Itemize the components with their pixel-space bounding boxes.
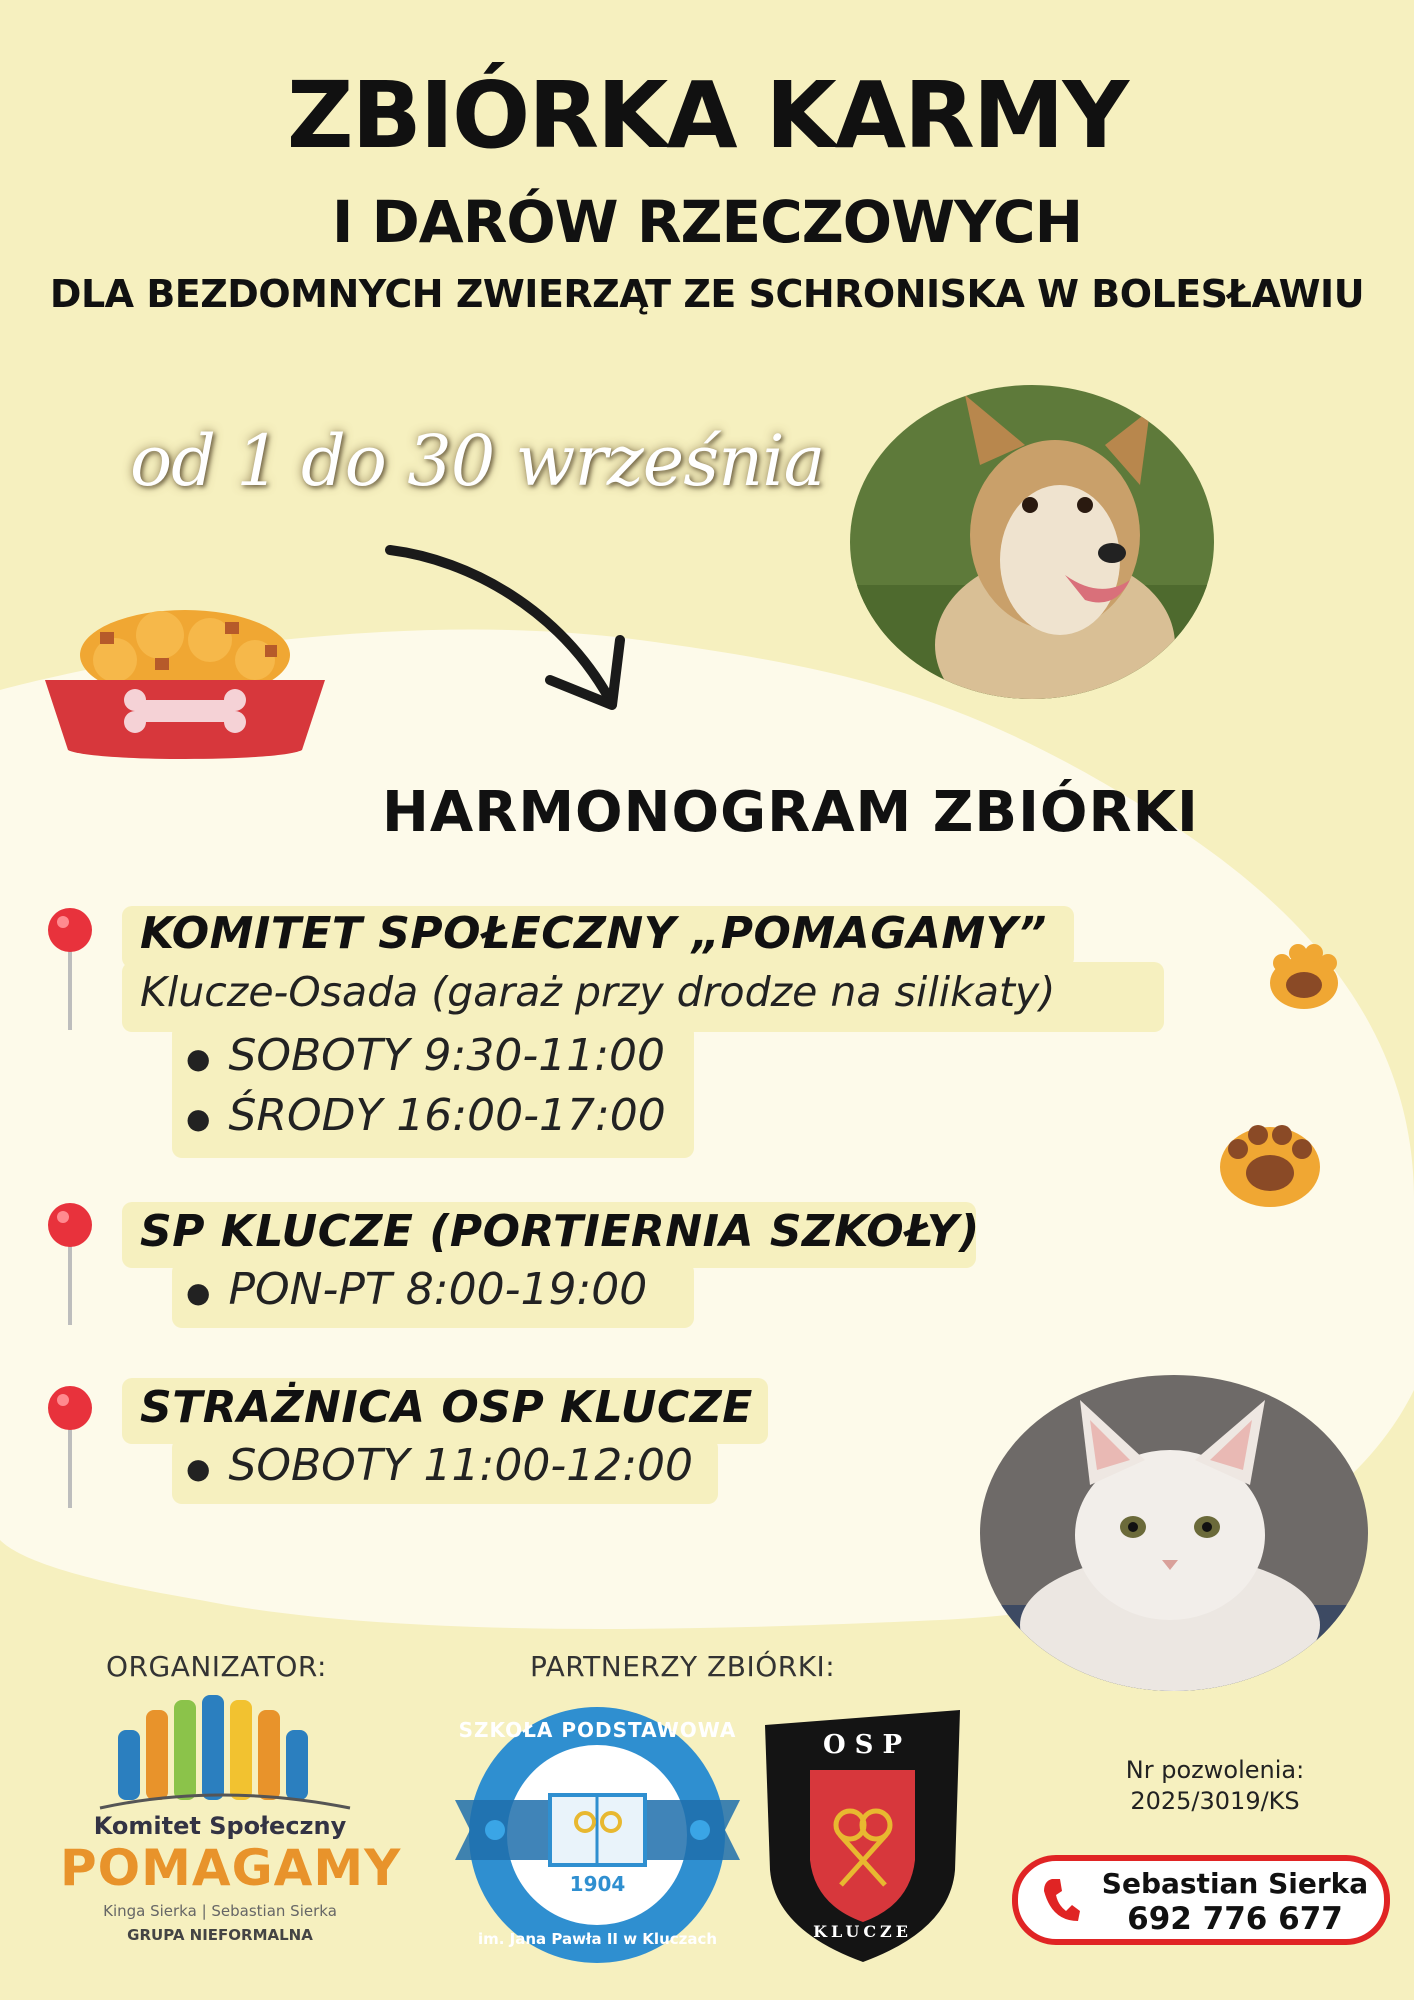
cat-photo bbox=[980, 1375, 1368, 1691]
collection-dates: od 1 do 30 września bbox=[130, 420, 825, 502]
location-name: SP KLUCZE (PORTIERNIA SZKOŁY) bbox=[140, 1206, 980, 1257]
map-pin-icon bbox=[45, 1200, 95, 1330]
time-slot: ● SOBOTY 11:00-12:00 bbox=[186, 1440, 694, 1491]
map-pin-icon bbox=[45, 905, 95, 1035]
time-slot: ● SOBOTY 9:30-11:00 bbox=[186, 1030, 666, 1081]
location-name: KOMITET SPOŁECZNY „POMAGAMY” bbox=[140, 908, 1047, 959]
subtitle: I DARÓW RZECZOWYCH bbox=[331, 188, 1083, 256]
organizer-label: ORGANIZATOR: bbox=[106, 1650, 327, 1683]
location-name: STRAŻNICA OSP KLUCZE bbox=[140, 1382, 753, 1433]
contact-box bbox=[1012, 1855, 1390, 1945]
main-title: ZBIÓRKA KARMY bbox=[286, 62, 1128, 169]
contact-name: Sebastian Sierka bbox=[1101, 1867, 1369, 1900]
tagline: DLA BEZDOMNYCH ZWIERZĄT ZE SCHRONISKA W BOLESŁAWIU bbox=[49, 272, 1365, 316]
hands-icon bbox=[60, 1690, 380, 1810]
dog-photo bbox=[850, 385, 1214, 699]
schedule-heading: HARMONOGRAM ZBIÓRKI bbox=[382, 780, 1199, 845]
partners-label: PARTNERZY ZBIÓRKI: bbox=[530, 1650, 836, 1683]
permit-label: Nr pozwolenia: bbox=[1125, 1756, 1305, 1784]
paw-icon bbox=[1262, 935, 1346, 1011]
osp-logo: O S P KLUCZE bbox=[755, 1700, 970, 1968]
phone-icon bbox=[1040, 1875, 1080, 1925]
organizer-logo: Komitet Społeczny POMAGAMY Kinga Sierka | Sebastian Sierka GRUPA NIEFORMALNA bbox=[60, 1690, 380, 1960]
location-address: Klucze-Osada (garaż przy drodze na silikaty) bbox=[140, 968, 1056, 1016]
time-slot: ● PON-PT 8:00-19:00 bbox=[186, 1264, 648, 1315]
map-pin-icon bbox=[45, 1383, 95, 1513]
arrow-icon bbox=[380, 530, 640, 730]
school-logo: SZKOŁA PODSTAWOWA 1904 im. Jana Pawła II w Kluczach bbox=[455, 1700, 740, 1970]
permit-number: 2025/3019/KS bbox=[1130, 1787, 1300, 1815]
paw-icon bbox=[1212, 1105, 1328, 1211]
time-slot: ● ŚRODY 16:00-17:00 bbox=[186, 1090, 666, 1141]
contact-phone[interactable]: 692 776 677 bbox=[1127, 1901, 1343, 1937]
food-bowl-icon bbox=[40, 600, 330, 770]
